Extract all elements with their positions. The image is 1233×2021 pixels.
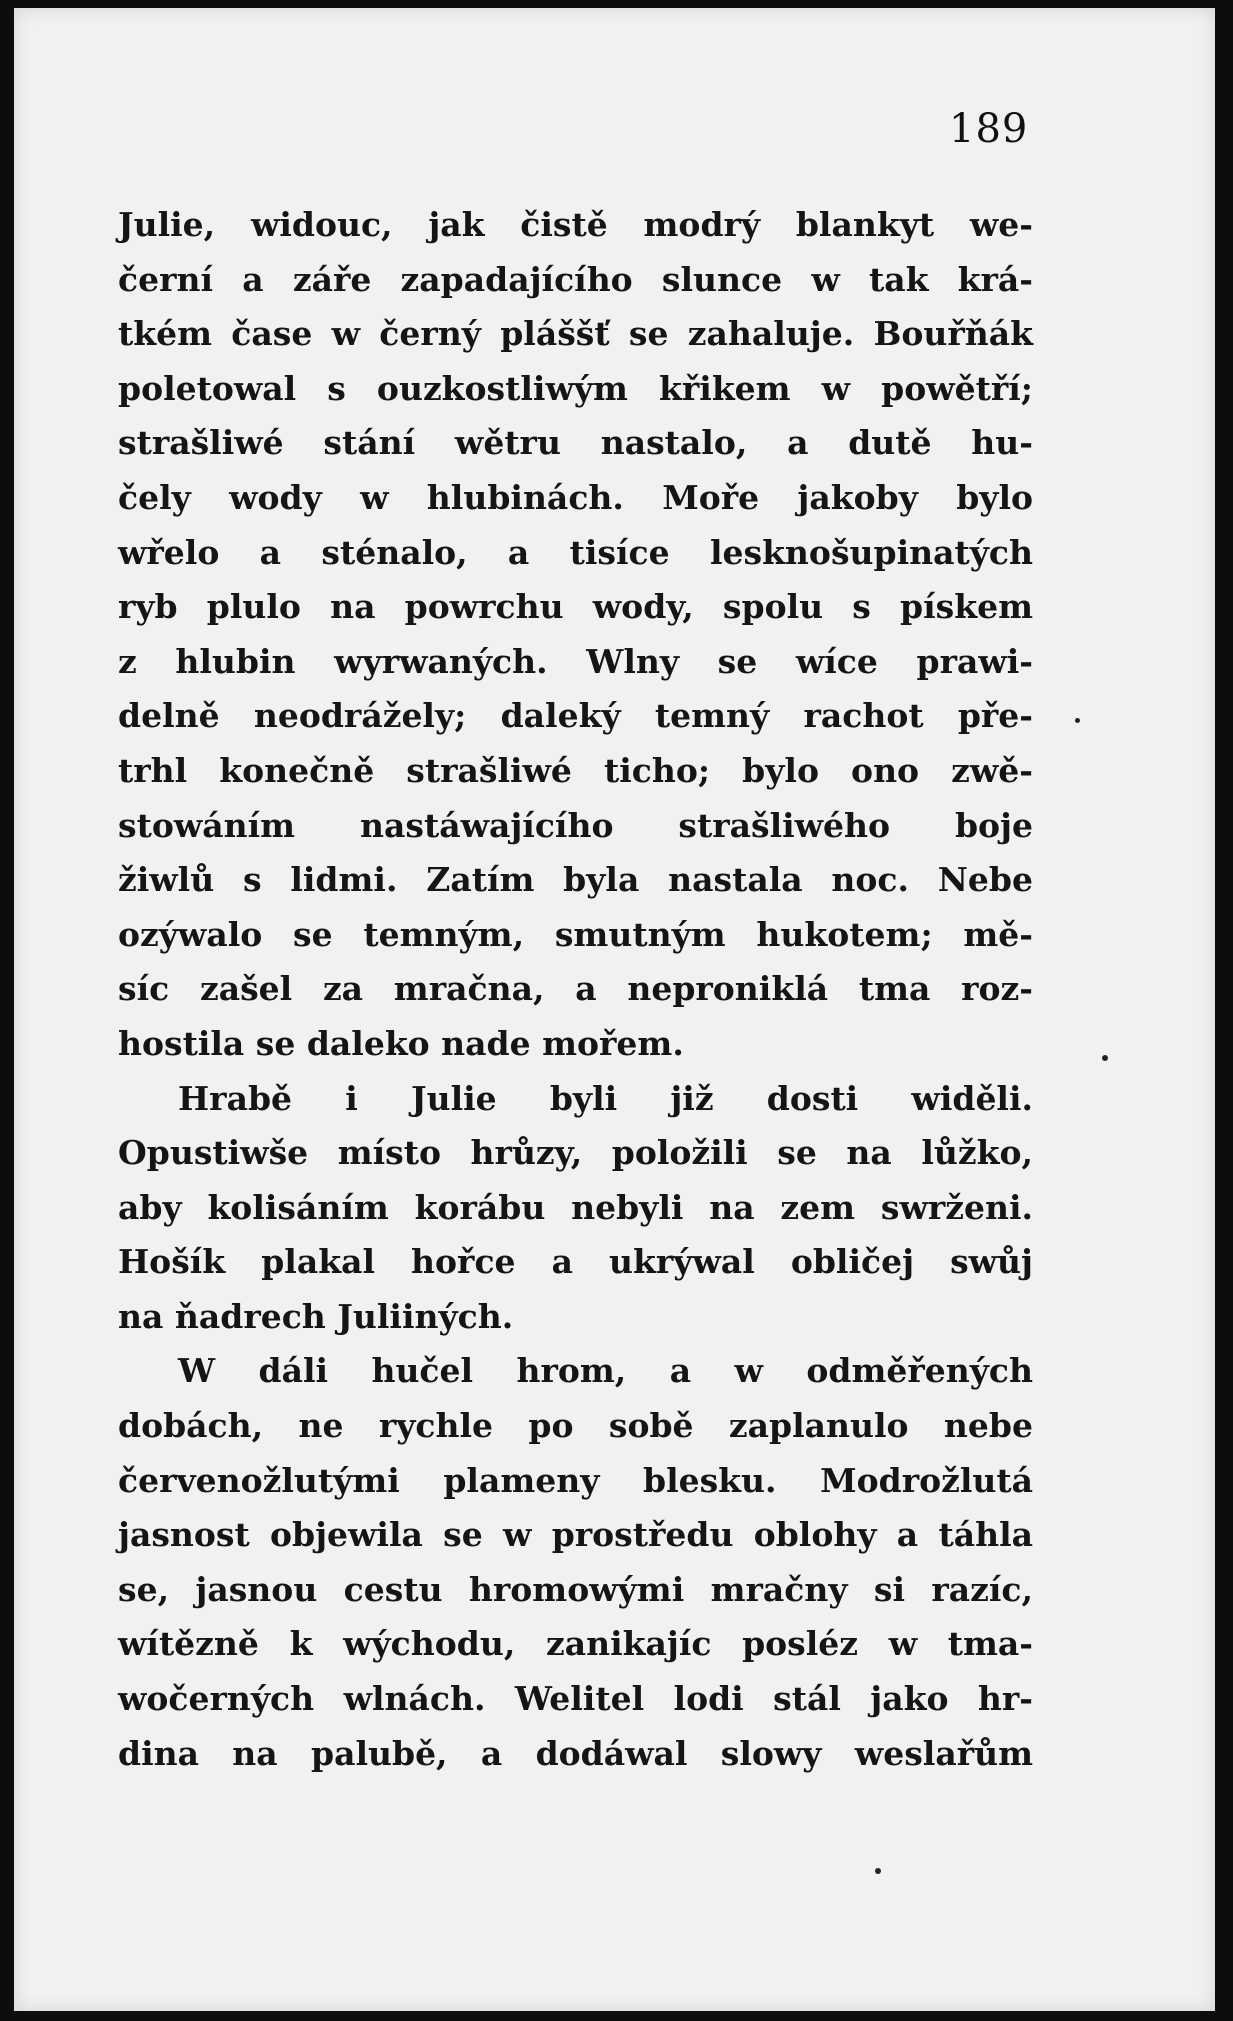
text-line: W dáli hučel hrom, a w odměřených <box>178 1351 1033 1391</box>
text-line: černí a záře zapadajícího slunce w tak krá- <box>118 259 1033 299</box>
text-line: wočerných wlnách. Welitel lodi stál jako hr- <box>118 1679 1033 1719</box>
text-line: stowáním nastáwajícího strašliwého boje <box>118 805 1033 845</box>
body-text <box>118 198 1033 1781</box>
paper-sheet <box>14 8 1215 2011</box>
text-line: Hošík plakal hořce a ukrýwal obličej swůj <box>118 1242 1033 1282</box>
ink-speck <box>1102 1055 1108 1061</box>
text-line: ryb plulo na powrchu wody, spolu s pískem <box>118 587 1033 627</box>
text-line: tkém čase w černý pláššť se zahaluje. Bouřňák <box>118 314 1033 354</box>
text-line: ozýwalo se temným, smutným hukotem; mě- <box>118 914 1033 954</box>
text-line: žiwlů s lidmi. Zatím byla nastala noc. Nebe <box>118 860 1033 900</box>
text-line: dobách, ne rychle po sobě zaplanulo nebe <box>118 1406 1033 1446</box>
text-line: čely wody w hlubinách. Moře jakoby bylo <box>118 477 1033 517</box>
text-line: delně neodrážely; daleký temný rachot pře- <box>118 696 1033 736</box>
text-line: dina na palubě, a dodáwal slowy weslařům <box>118 1733 1033 1773</box>
text-line: na ňadrech Juliiných. <box>118 1296 514 1336</box>
text-line: trhl konečně strašliwé ticho; bylo ono zwě- <box>118 750 1033 790</box>
text-line: z hlubin wyrwaných. Wlny se wíce prawi- <box>118 641 1033 681</box>
text-line: Opustiwše místo hrůzy, položili se na lůžko, <box>118 1133 1033 1173</box>
text-line: Julie, widouc, jak čistě modrý blankyt we- <box>118 205 1033 244</box>
text-line: červenožlutými plameny blesku. Modrožlutá <box>118 1460 1033 1500</box>
text-line: se, jasnou cestu hromowými mračny si razíc, <box>118 1569 1033 1609</box>
text-line: wřelo a sténalo, a tisíce lesknošupinatých <box>118 532 1033 572</box>
text-line: aby kolisáním korábu nebyli na zem swrženi. <box>118 1187 1033 1227</box>
ink-speck <box>1075 718 1080 723</box>
text-line: síc zašel za mračna, a neproniklá tma roz- <box>118 969 1033 1009</box>
ink-speck <box>875 1868 881 1874</box>
page-number: 189 <box>949 106 1029 152</box>
text-line: poletowal s ouzkostliwým křikem w powětří; <box>118 368 1033 408</box>
text-line: wítězně k wýchodu, zanikajíc posléz w tma- <box>118 1624 1033 1664</box>
text-line: Hrabě i Julie byli již dosti widěli. <box>178 1078 1033 1118</box>
text-line: hostila se daleko nade mořem. <box>118 1023 684 1063</box>
text-line: strašliwé stání wětru nastalo, a dutě hu- <box>118 423 1033 463</box>
text-line: jasnost objewila se w prostředu oblohy a táhla <box>118 1515 1033 1555</box>
